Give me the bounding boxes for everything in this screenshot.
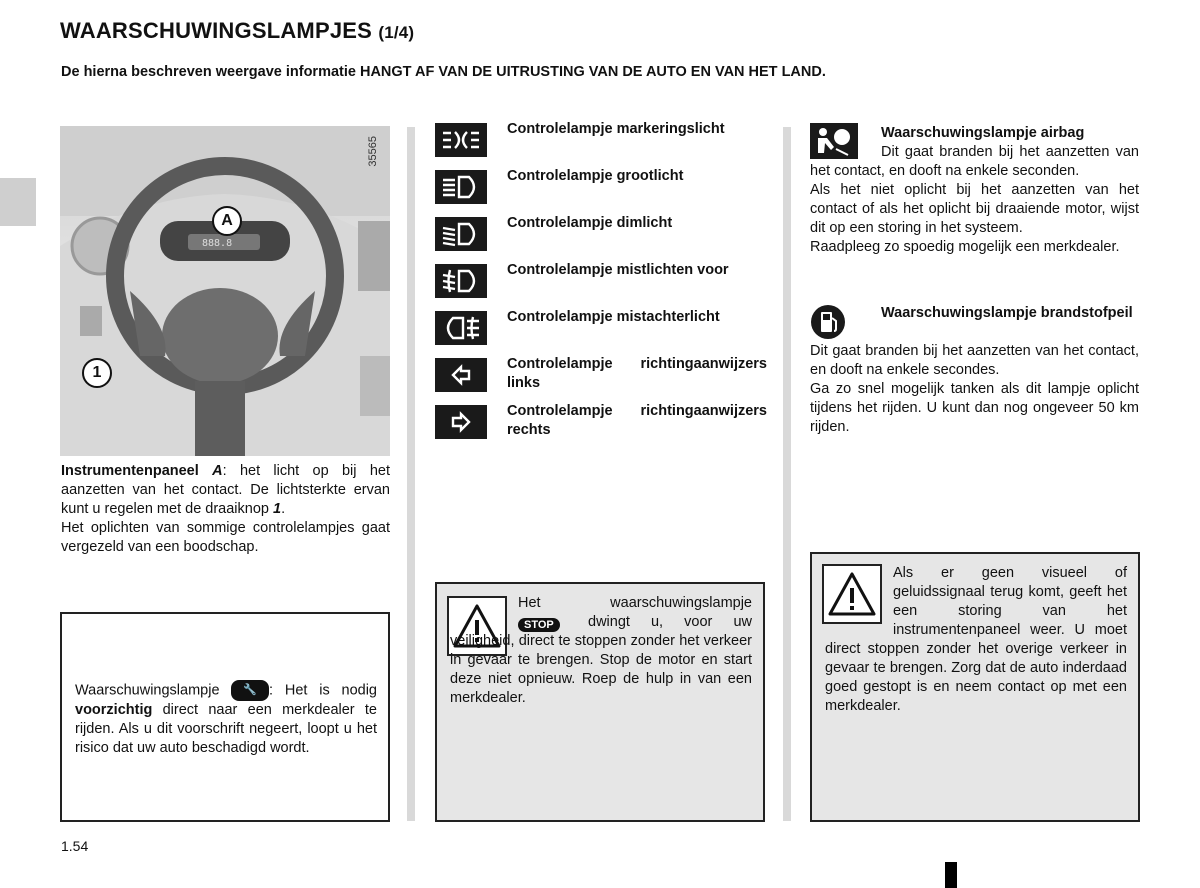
high-beam-icon — [435, 170, 487, 204]
stop-warning-text-2: dwingt u, voor uw veiligheid, direct te stoppen zonder het verkeer in gevaar te brengen. Stop de motor en start deze niet opnieuw. Roep de hulp in van een merkdealer. — [450, 614, 752, 706]
stop-warning-text-1: Het waarschuwingslampje — [518, 595, 752, 611]
left-indicator-icon — [435, 358, 487, 392]
wrench-icon: 🔧 — [231, 680, 269, 701]
lamp-label-richting-rechts: Controlelampje richtingaanwijzers rechts — [507, 403, 767, 438]
rear-fog-icon — [435, 311, 487, 345]
intro-text-1: : het licht op bij het aanzetten van het contact. De lichtsterkte ervan kunt u regelen met de draaiknop — [61, 463, 390, 517]
right-indicator-icon — [435, 405, 487, 439]
column-divider-right — [783, 127, 791, 821]
dashboard-photo — [60, 126, 390, 456]
column-divider-left — [407, 127, 415, 821]
lamp-label-markeringslicht: Controlelampje markeringslicht — [507, 121, 725, 137]
parking-light-icon — [435, 123, 487, 157]
instrument-display-readout: 888.8 — [202, 238, 233, 249]
page-edge-marker — [945, 862, 957, 888]
fuel-description: Dit gaat branden bij het aanzetten van het contact, en dooft na enkele secondes. Ga zo snel mogelijk tanken als dit lampje oplicht tijdens het rijden. U kunt dan nog ongeveer 50 km rijden. — [810, 343, 1139, 435]
service-warning-text: Waarschuwingslampje 🔧 : Het is nodig voorzichtig direct naar een merkdealer te rijden. Als u dit voorschrift negeert, loopt u het risico dat uw auto beschadigd wordt. — [75, 680, 377, 758]
page-subtitle: De hierna beschreven weergave informatie HANGT AF VAN DE UITRUSTING VAN DE AUTO EN VAN HET LAND. — [61, 64, 826, 80]
intro-bold-lead: Instrumentenpaneel — [61, 463, 213, 479]
steering-wheel-illustration — [60, 126, 390, 456]
lamp-label-richting-links: Controlelampje richtingaanwijzers links — [507, 356, 767, 391]
service-warning-box — [60, 612, 390, 822]
page-title-suffix: (1/4) — [378, 23, 415, 42]
intro-text-3: Het oplichten van sommige controlelampjes gaat vergezeld van een boodschap. — [61, 520, 390, 555]
signal-warning-text: Als er geen visueel of geluidssignaal terug komt, geeft het een storing van het instrumentenpaneel weer. U moet direct stoppen zonder het overige verkeer in gevaar te brengen. Zorg dat de auto inderdaad goed gestopt is en neem contact op met een merkdealer. — [825, 565, 1127, 714]
lamp-label-mistlichten-voor: Controlelampje mistlichten voor — [507, 262, 729, 278]
callout-1: 1 — [82, 358, 112, 388]
fuel-pump-icon — [810, 304, 846, 340]
page-number: 1.54 — [61, 838, 89, 854]
callout-a: A — [212, 206, 242, 236]
section-tab — [0, 178, 36, 226]
intro-ref-1: 1 — [273, 501, 282, 517]
lamp-label-dimlicht: Controlelampje dimlicht — [507, 215, 673, 231]
lamp-label-grootlicht: Controlelampje grootlicht — [507, 168, 684, 184]
front-fog-icon — [435, 264, 487, 298]
signal-warning-box — [810, 552, 1140, 822]
stop-warning-box — [435, 582, 765, 822]
intro-text-2: . — [281, 501, 286, 517]
low-beam-icon — [435, 217, 487, 251]
lamp-label-mistachterlicht: Controlelampje mistachterlicht — [507, 309, 720, 325]
stop-lamp-icon: STOP — [518, 616, 560, 634]
airbag-description: Dit gaat branden bij het aanzetten van het contact, en dooft na enkele seconden. Als het niet oplicht bij het aanzetten van het contact of als het oplicht bij draaiende motor, wijst dit op een storing in het systeem. Raadpleeg zo spoedig mogelijk een merkdealer. — [810, 144, 1139, 255]
instrument-panel-description — [61, 462, 390, 557]
airbag-title: Waarschuwingslampje airbag — [881, 125, 1085, 141]
photo-reference-code: 35565 — [367, 136, 379, 167]
page-title: WAARSCHUWINGSLAMPJES (1/4) — [60, 18, 415, 43]
fuel-title: Waarschuwingslampje brandstofpeil — [881, 305, 1133, 321]
intro-ref-a: A — [212, 463, 223, 479]
